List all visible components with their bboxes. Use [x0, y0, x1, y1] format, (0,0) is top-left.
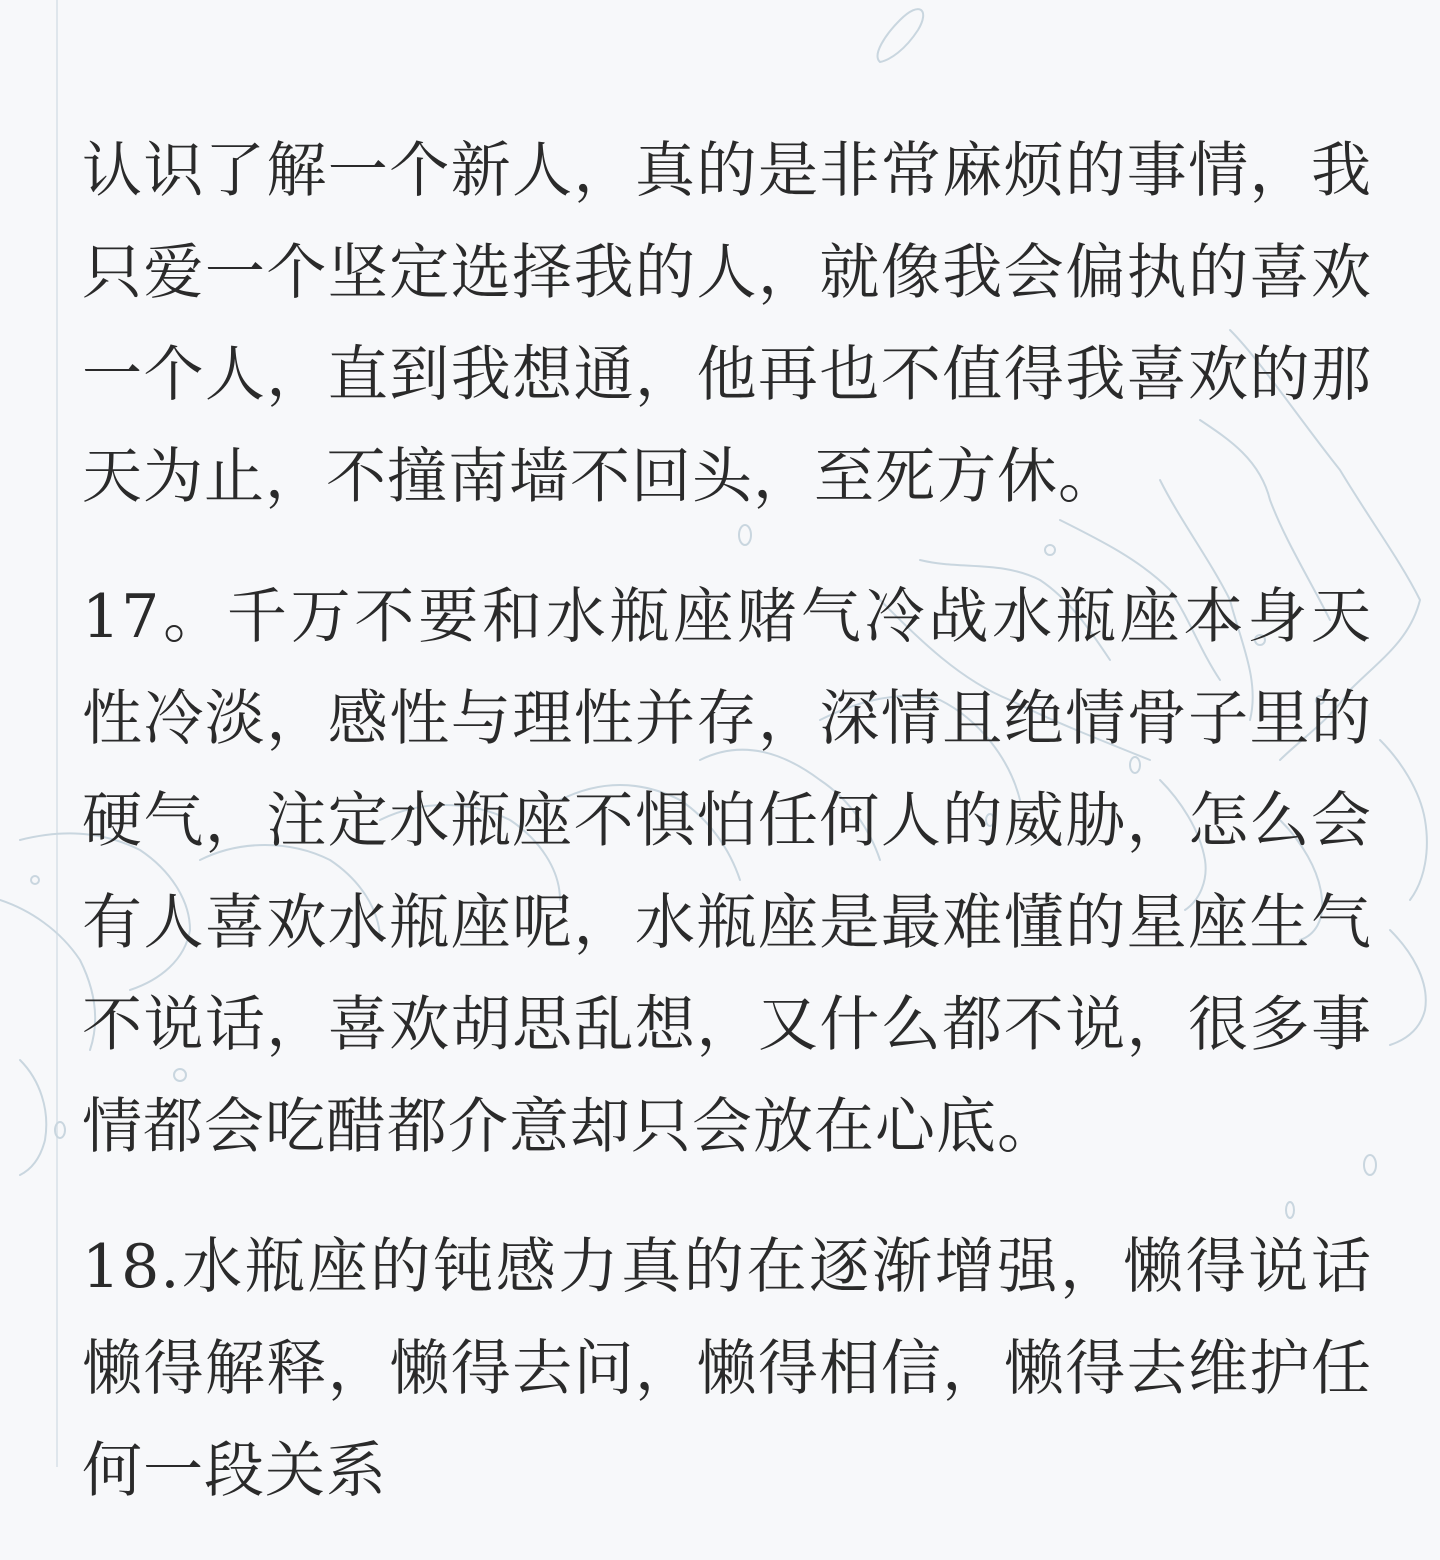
paragraph-intro: 认识了解一个新人，真的是非常麻烦的事情，我只爱一个坚定选择我的人，就像我会偏执的喜欢一个人，直到我想通，他再也不值得我喜欢的那天为止，不撞南墙不回头，至死方休。	[82, 136, 1372, 512]
paragraph-17: 17。千万不要和水瓶座赌气冷战水瓶座本身天性冷淡，感性与理性并存，深情且绝情骨子里的硬气，注定水瓶座不惧怕任何人的威胁，怎么会有人喜欢水瓶座呢，水瓶座是最难懂的星座生气不说话，喜欢胡思乱想，又什么都不说，很多事情都会吃醋都介意却只会放在心底。	[82, 582, 1372, 1162]
page-margin-line	[56, 0, 58, 1467]
article-body	[82, 120, 1372, 1560]
paragraph-18: 18.水瓶座的钝感力真的在逐渐增强，懒得说话懒得解释，懒得去问，懒得相信，懒得去维护任何一段关系	[82, 1232, 1372, 1506]
